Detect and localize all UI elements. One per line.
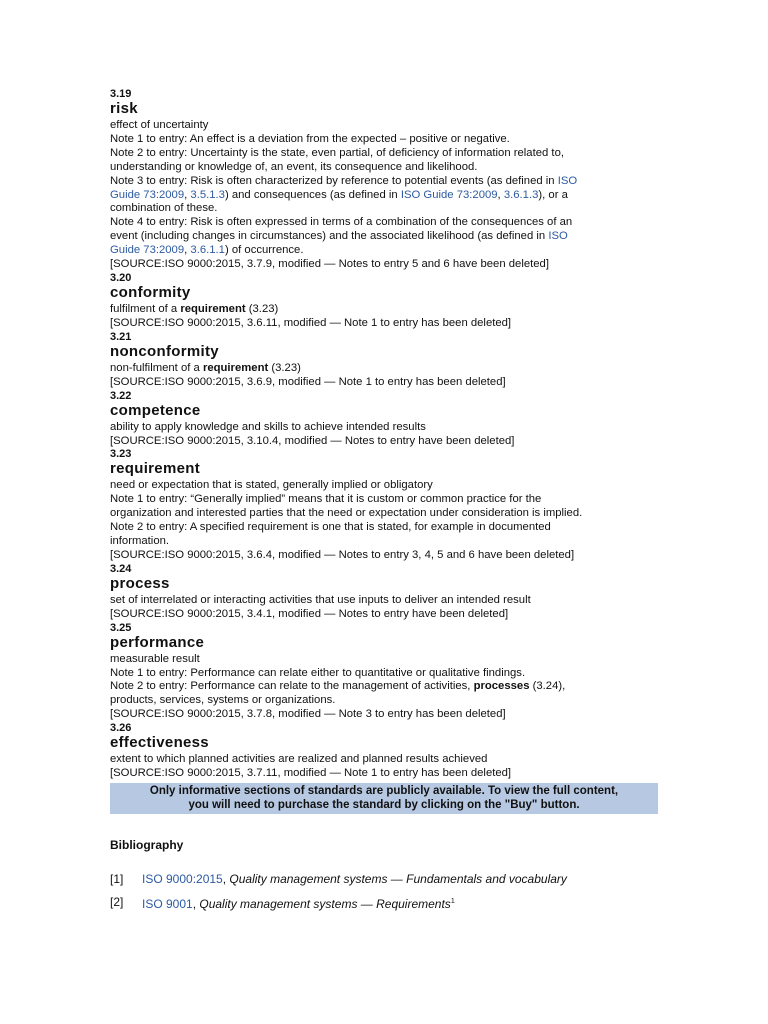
note-text: Note 3 to entry: Risk is often characterized by reference to potential events (as defined in — [110, 174, 558, 187]
entry-definition: effect of uncertainty — [110, 119, 209, 131]
notice-line: you will need to purchase the standard by clicking on the "Buy" button. — [188, 799, 580, 811]
note-text: , — [184, 244, 191, 257]
guide-link[interactable]: ISO Guide 73:2009 — [400, 188, 498, 201]
entry-source: [SOURCE:ISO 9000:2015, 3.4.1, modified — Notes to entry have been deleted] — [110, 607, 509, 620]
entry-note: organization and interested parties that the need or expectation under consideration is implied. — [110, 507, 583, 520]
entry-source: [SOURCE:ISO 9000:2015, 3.7.8, modified — Note 3 to entry has been deleted] — [110, 708, 506, 721]
entry-3-20 — [110, 272, 658, 331]
standard-title: Quality management systems — Fundamentals and vocabulary — [229, 872, 567, 886]
entry-number: 3.19 — [110, 88, 132, 100]
entry-number: 3.22 — [110, 389, 132, 402]
note-text: Note 2 to entry: Performance can relate to the management of activities, — [110, 680, 474, 693]
clause-link[interactable]: 3.5.1.3 — [190, 188, 225, 201]
notice-line: Only informative sections of standards are publicly available. To view the full content, — [149, 785, 619, 797]
bibliography-index: [2] — [110, 895, 124, 909]
entry-term: risk — [110, 100, 138, 117]
entry-number: 3.24 — [110, 562, 132, 575]
entry-note: Note 1 to entry: “Generally implied” means that it is custom or common practice for the — [110, 493, 542, 506]
bibliography-entry — [142, 872, 567, 886]
entry-note: Note 1 to entry: An effect is a deviation from the expected – positive or negative. — [110, 132, 510, 145]
entry-3-23 — [110, 448, 658, 562]
entry-3-24 — [110, 563, 658, 622]
entry-source: [SOURCE:ISO 9000:2015, 3.6.9, modified — Note 1 to entry has been deleted] — [110, 375, 506, 388]
entry-source: [SOURCE:ISO 9000:2015, 3.6.11, modified — Note 1 to entry has been deleted] — [110, 316, 512, 329]
note-text: ) of occurrence. — [224, 244, 304, 257]
clause-link[interactable]: 3.6.1.1 — [190, 244, 225, 257]
entry-source: [SOURCE:ISO 9000:2015, 3.10.4, modified — Notes to entry have been deleted] — [110, 434, 515, 447]
standard-link[interactable]: ISO 9000:2015 — [142, 872, 223, 886]
definition-text: non-fulfilment of a — [110, 361, 203, 374]
entry-source: [SOURCE:ISO 9000:2015, 3.7.11, modified — Note 1 to entry has been deleted] — [110, 767, 512, 780]
entry-note: information. — [110, 535, 170, 548]
iso-link[interactable]: ISO — [548, 230, 568, 243]
entry-term: competence — [110, 401, 201, 419]
entry-definition: extent to which planned activities are realized and planned results achieved — [110, 753, 488, 766]
bibliography-index: [1] — [110, 872, 124, 886]
definition-text: (3.23) — [245, 302, 279, 315]
entry-definition — [110, 303, 658, 317]
entry-term: requirement — [110, 460, 200, 478]
entry-note — [110, 680, 658, 694]
definition-text: fulfilment of a — [110, 302, 181, 315]
note-text: ), or a — [538, 188, 568, 201]
entry-note: Note 2 to entry: Uncertainty is the state, even partial, of deficiency of information related to, — [110, 146, 564, 159]
note-text: (3.24), — [529, 680, 566, 693]
entry-note: understanding or knowledge of, an event, its consequence and likelihood. — [110, 160, 478, 173]
entry-definition — [110, 362, 658, 376]
entry-term: conformity — [110, 283, 191, 301]
term-reference: requirement — [180, 302, 246, 315]
definition-text: (3.23) — [268, 361, 301, 374]
purchase-notice-banner — [110, 783, 658, 814]
guide-link[interactable]: Guide 73:2009 — [110, 244, 185, 257]
note-text: ) and consequences (as defined in — [224, 188, 401, 201]
entry-note: products, services, systems or organizations. — [110, 694, 336, 707]
bibliography-heading: Bibliography — [110, 838, 184, 852]
entry-3-25 — [110, 622, 658, 723]
standard-title: Quality management systems — Requirements — [199, 897, 451, 911]
entry-note — [110, 175, 658, 189]
entry-note — [110, 189, 658, 203]
entry-definition: need or expectation that is stated, generally implied or obligatory — [110, 479, 433, 492]
note-text: , — [184, 188, 191, 201]
entry-number: 3.21 — [110, 330, 132, 343]
standard-link[interactable]: ISO 9001 — [142, 897, 193, 911]
footnote-marker: 1 — [450, 898, 455, 905]
guide-link[interactable]: Guide 73:2009 — [110, 188, 185, 201]
entry-definition: measurable result — [110, 652, 200, 665]
entry-3-22 — [110, 390, 658, 449]
entry-term: performance — [110, 633, 205, 651]
term-reference: processes — [473, 680, 530, 693]
entry-number: 3.20 — [110, 271, 132, 284]
entry-term: nonconformity — [110, 342, 219, 360]
bibliography-item — [110, 895, 658, 911]
entry-definition: ability to apply knowledge and skills to achieve intended results — [110, 420, 426, 433]
separator: , — [192, 897, 200, 911]
entry-note — [110, 230, 658, 244]
entry-source: [SOURCE:ISO 9000:2015, 3.7.9, modified — Notes to entry 5 and 6 have been deleted] — [110, 258, 549, 271]
note-text: event (including changes in circumstances) and the associated likelihood (as defined in — [110, 230, 549, 243]
term-reference: requirement — [202, 361, 269, 374]
entry-3-26 — [110, 722, 658, 781]
entry-3-21 — [110, 331, 658, 390]
iso-link[interactable]: ISO — [557, 174, 578, 187]
entry-number: 3.23 — [110, 448, 132, 461]
entry-note: Note 1 to entry: Performance can relate either to quantitative or qualitative findings. — [110, 666, 526, 679]
entry-note: combination of these. — [110, 202, 218, 215]
bibliography-entry — [142, 895, 455, 911]
separator: , — [222, 872, 230, 886]
entry-3-19 — [110, 88, 658, 272]
entry-source: [SOURCE:ISO 9000:2015, 3.6.4, modified — Notes to entry 3, 4, 5 and 6 have been deleted] — [110, 548, 575, 561]
entry-number: 3.25 — [110, 621, 132, 634]
note-text: , — [497, 188, 504, 201]
entry-definition: set of interrelated or interacting activities that use inputs to deliver an intended result — [110, 593, 531, 606]
entry-note: Note 4 to entry: Risk is often expressed in terms of a combination of the consequences of an — [110, 216, 573, 229]
entry-note: Note 2 to entry: A specified requirement is one that is stated, for example in documented — [110, 521, 551, 534]
document-page — [110, 88, 658, 920]
entry-number: 3.26 — [110, 722, 132, 735]
bibliography-item — [110, 872, 658, 886]
clause-link[interactable]: 3.6.1.3 — [503, 188, 539, 201]
entry-note — [110, 244, 658, 258]
entry-term: effectiveness — [110, 734, 209, 752]
entry-term: process — [110, 574, 170, 592]
